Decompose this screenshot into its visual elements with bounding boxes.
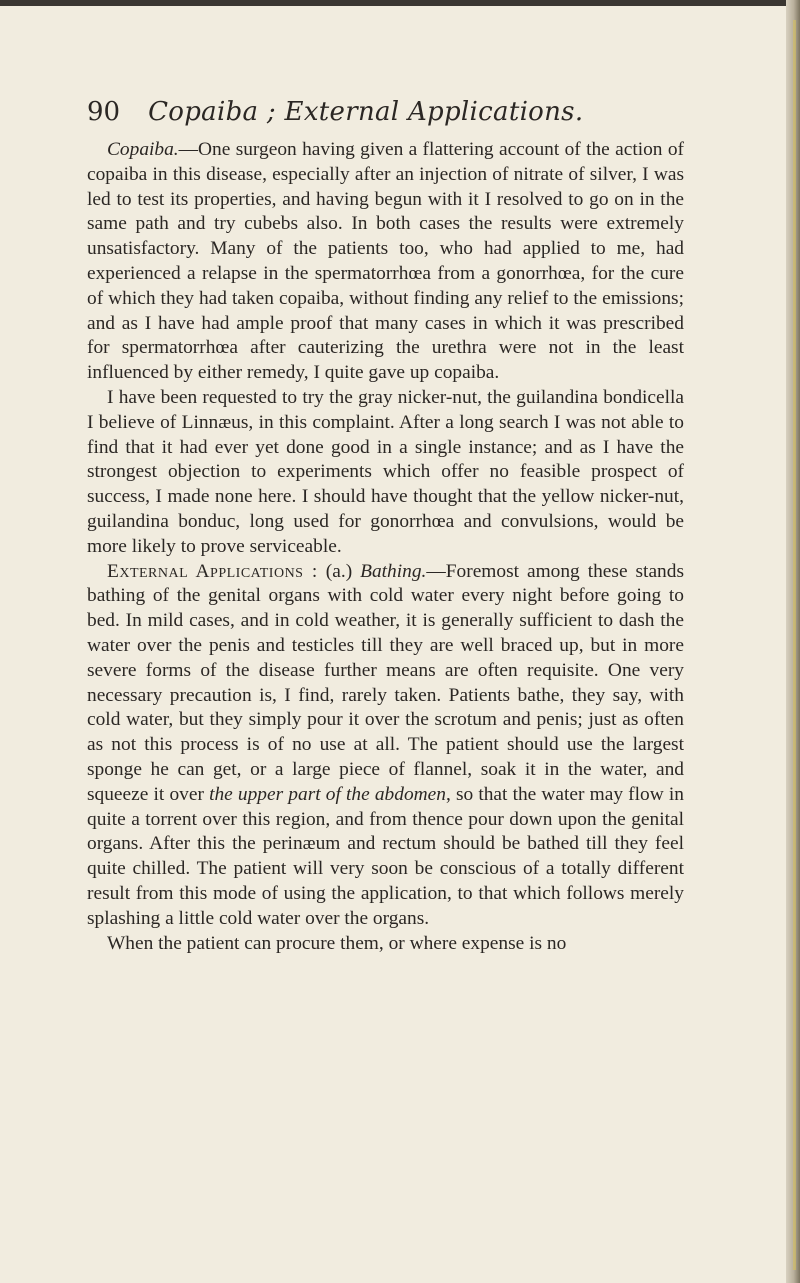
paragraph-text: When the patient can procure them, or where expense is no xyxy=(107,932,567,954)
paragraph-text: , so that the water may flow in quite a torrent over this region, and from thence pour down upon the genital organs. After this the perinæum and rectum should be bathed till they feel quite chilled. The patient will very soon be conscious of a totally different result from this mode of using the application, to that which follows merely splashing a little cold water over the organs. xyxy=(87,783,684,929)
body-text xyxy=(87,138,684,956)
running-title: Copaiba ; External Applications. xyxy=(148,97,584,127)
paragraph-copaiba xyxy=(87,138,684,386)
running-head xyxy=(87,92,687,132)
top-edge-shadow xyxy=(0,0,800,6)
section-marker: (a.) xyxy=(325,560,353,582)
emphasis-text: the upper part of the abdomen xyxy=(209,783,446,805)
paragraph-text: —Foremost among these stands bathing of the genital organs with cold water every night before going to bed. In mild cases, and in cold weather, it is generally sufficient to dash the water over the penis and testicles till they are well braced up, but in more severe forms of the disease further means are often requisite. One very necessary precaution is, I find, rarely taken. Patients bathe, they say, with cold water, but they simply pour it over the scrotum and penis; just as often as not this process is of no use at all. The patient should use the largest sponge he can get, or a large piece of flannel, soak it in the water, and squeeze it over xyxy=(87,560,684,805)
section-heading: External Applications : xyxy=(107,560,318,582)
paragraph-lead: Copaiba. xyxy=(107,139,179,160)
paragraph-continued xyxy=(87,932,684,957)
paragraph-text: I have been requested to try the gray nicker-nut, the guilandina bondicella I believe of Linnæus, in this complaint. After a long search I was not able to find that it had ever yet done good in a single instance; and as I have the strongest objection to experiments which offer no feasible prospect of success, I made none here. I should have thought that the yellow nicker-nut, guilandina bonduc, long used for gonorrhœa and convulsions, would be more likely to prove serviceable. xyxy=(87,386,684,557)
paragraph-lead: Bathing. xyxy=(360,560,427,582)
page-number: 90 xyxy=(87,97,121,127)
paragraph-nicker-nut xyxy=(87,386,684,560)
paragraph-external-applications xyxy=(87,560,684,932)
binding-stain xyxy=(793,20,796,1270)
paragraph-text: —One surgeon having given a flattering account of the action of copaiba in this disease, especially after an injection of nitrate of silver, I was led to test its properties, and having begun with it I resolved to go on in the same path and try cubebs also. In both cases the results were extremely unsatisfactory. Many of the patients too, who had applied to me, had experienced a relapse in the spermatorrhœa from a gonorrhœa, for the cure of which they had taken copaiba, without finding any relief to the emissions; and as I have had ample proof that many cases in which it was prescribed for spermatorrhœa after cauterizing the urethra were not in the least influenced by either remedy, I quite gave up copaiba. xyxy=(87,139,684,384)
